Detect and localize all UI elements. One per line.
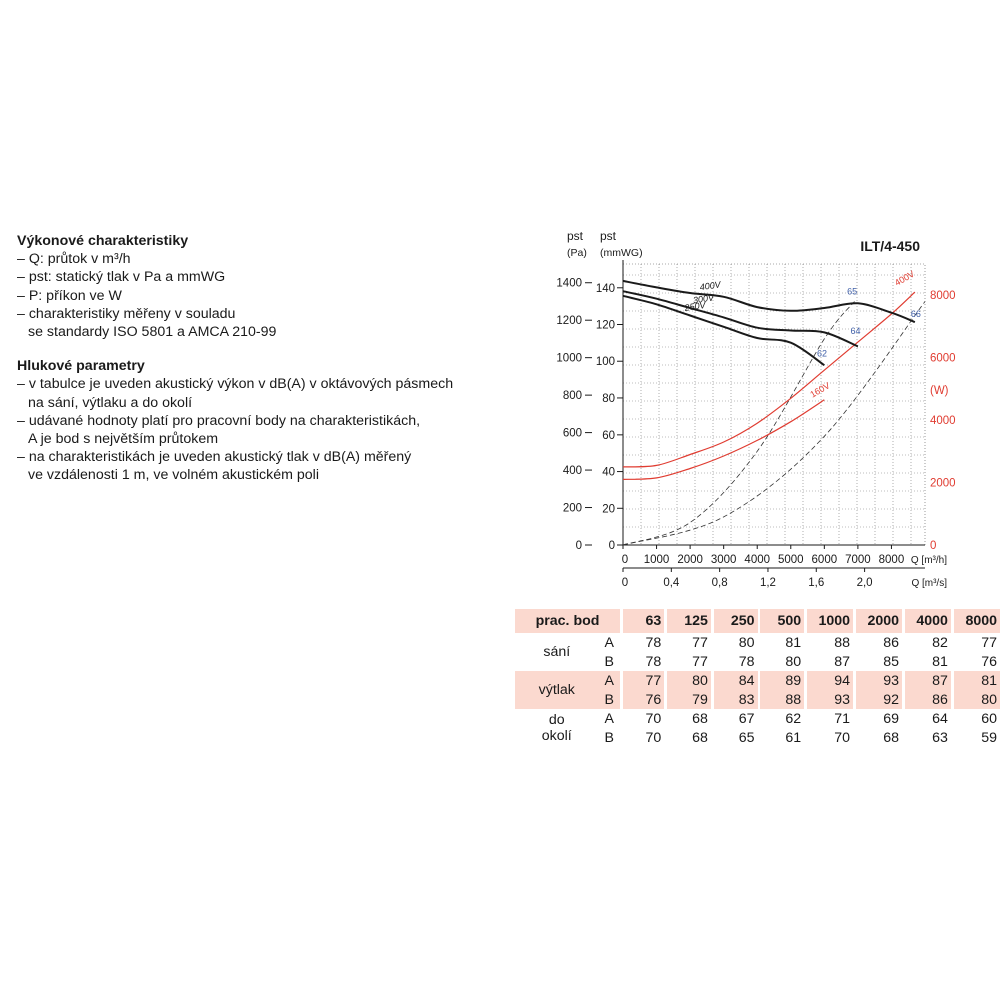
x-tick-label: 5000 xyxy=(777,554,804,566)
table-row xyxy=(515,709,1000,728)
table-cell: 67 xyxy=(738,710,755,727)
group-label-line: do xyxy=(548,712,565,728)
table-cell: 85 xyxy=(883,653,900,670)
noise-title: Hlukové parametry xyxy=(17,358,145,375)
table-cell: 77 xyxy=(981,634,997,651)
y-pa-tick-label: 1000 xyxy=(556,352,582,365)
header-band: 63 xyxy=(623,609,664,633)
header-band: 1000 xyxy=(807,609,853,633)
group-label xyxy=(515,709,599,747)
table-cell: 89 xyxy=(760,671,804,690)
sound-point-label: 62 xyxy=(816,348,827,359)
table-cell: 64 xyxy=(932,710,948,727)
noise-item: – na charakteristikách je uveden akustický tlak v dB(A) měřený xyxy=(17,449,412,466)
performance-item: – P: příkon ve W xyxy=(17,287,122,304)
power-curve-label: 400V xyxy=(892,268,917,288)
y-pa-tick-label: 0 xyxy=(575,540,582,552)
table-cell: 77 xyxy=(623,671,664,690)
table-cell: 70 xyxy=(834,729,851,746)
table-cell: 78 xyxy=(645,634,662,651)
y-power-tick-label: 0 xyxy=(930,540,937,552)
pressure-curve-label: 300V xyxy=(692,292,715,306)
header-band: 4000 xyxy=(905,609,951,633)
header-label: prac. bod xyxy=(515,609,620,633)
table-cell: 94 xyxy=(807,671,853,690)
y-mmwg-tick-label: 100 xyxy=(595,356,615,369)
power-curve-label: 160V xyxy=(808,380,832,400)
x2-tick-label: 0,8 xyxy=(711,577,728,589)
performance-item: se standardy ISO 5801 a AMCA 210-99 xyxy=(28,324,277,341)
table-cell: 63 xyxy=(932,729,948,746)
header-band: 2000 xyxy=(856,609,902,633)
noise-table xyxy=(515,609,1000,747)
sound-point-label: 66 xyxy=(910,309,921,320)
y-mmwg-label: pst xyxy=(600,229,617,243)
point-label: B xyxy=(604,729,615,746)
table-cell: 78 xyxy=(738,653,755,670)
y-pa-tick-label: 1200 xyxy=(556,315,582,328)
table-cell: 61 xyxy=(785,729,802,746)
x2-tick-label: 1,2 xyxy=(759,577,776,589)
pressure-curve-300v xyxy=(623,291,858,346)
noise-item: A je bod s největším průtokem xyxy=(28,431,219,448)
y-mmwg-tick-label: 40 xyxy=(602,466,615,479)
noise-item: – v tabulce je uveden akustický výkon v dB(A) v oktávových pásmech xyxy=(17,376,454,393)
y-pa-unit: (Pa) xyxy=(567,247,587,259)
group-label: sání xyxy=(543,644,571,660)
table-cell: 68 xyxy=(692,729,708,746)
table-cell: 83 xyxy=(714,690,758,709)
pressure-curve-250v xyxy=(623,296,824,365)
table-cell: 80 xyxy=(785,653,802,670)
point-label: A xyxy=(599,671,621,690)
table-cell: 80 xyxy=(667,671,711,690)
noise-item: na sání, výtlaku a do okolí xyxy=(28,394,193,411)
power-curve-400v xyxy=(623,292,915,467)
pressure-curve-label: 250V xyxy=(683,299,707,313)
table-cell: 84 xyxy=(714,671,758,690)
y-mmwg-tick-label: 140 xyxy=(595,282,615,295)
power-curve-160v xyxy=(623,400,824,480)
table-cell: 80 xyxy=(954,690,1000,709)
sound-point-label: 65 xyxy=(847,286,858,297)
description-block xyxy=(17,232,507,485)
table-cell: 93 xyxy=(856,671,902,690)
table-cell: 76 xyxy=(981,653,997,670)
table-header-row xyxy=(515,609,1000,633)
x2-axis-label: Q [m³/s] xyxy=(911,578,947,589)
noise-item: – udávané hodnoty platí pro pracovní body na charakteristikách, xyxy=(17,412,421,429)
y-pa-tick-label: 800 xyxy=(562,390,582,403)
y-mmwg-tick-label: 20 xyxy=(602,503,615,516)
x-tick-label: 6000 xyxy=(811,554,838,566)
point-label: A xyxy=(604,634,615,651)
performance-title: Výkonové charakteristiky xyxy=(17,233,189,249)
table-cell: 77 xyxy=(692,653,708,670)
x2-tick-label: 0 xyxy=(621,577,629,589)
table-row xyxy=(515,633,1000,652)
header-band: 250 xyxy=(714,609,758,633)
y-mmwg-tick-label: 80 xyxy=(602,392,615,405)
y-pa-tick-label: 200 xyxy=(562,502,582,515)
table-cell: 79 xyxy=(667,690,711,709)
group-label-line: okolí xyxy=(541,728,572,744)
x2-tick-label: 2,0 xyxy=(856,577,873,589)
table-cell: 70 xyxy=(645,729,662,746)
table-cell: 92 xyxy=(856,690,902,709)
pressure-curve-label: 400V xyxy=(699,279,722,293)
header-band: 8000 xyxy=(954,609,1000,633)
table-cell: 69 xyxy=(883,710,900,727)
y-pa-tick-label: 1400 xyxy=(556,277,582,290)
y-mmwg-tick-label: 60 xyxy=(602,429,615,442)
x-tick-label: 7000 xyxy=(845,554,871,566)
table-cell: 59 xyxy=(981,729,997,746)
performance-item: – pst: statický tlak v Pa a mmWG xyxy=(17,269,226,286)
group-label: výtlak xyxy=(515,671,599,709)
table-cell: 65 xyxy=(738,729,755,746)
x-tick-label: 4000 xyxy=(744,554,771,566)
table-cell: 81 xyxy=(932,653,948,670)
table-cell: 68 xyxy=(692,710,708,727)
table-cell: 86 xyxy=(883,634,900,651)
table-cell: 71 xyxy=(834,710,851,727)
sound-point-label: 64 xyxy=(850,326,861,337)
performance-item: – charakteristiky měřeny v souladu xyxy=(17,305,236,322)
table-cell: 87 xyxy=(905,671,951,690)
y-pa-tick-label: 600 xyxy=(562,427,582,440)
x-axis-label: Q [m³/h] xyxy=(910,555,947,566)
table-cell: 87 xyxy=(834,653,851,670)
y-power-tick-label: 8000 xyxy=(930,290,956,303)
header-band: 125 xyxy=(667,609,711,633)
y-power-tick-label: 6000 xyxy=(930,352,956,365)
table-cell: 77 xyxy=(692,634,708,651)
x2-tick-label: 0,4 xyxy=(663,577,680,589)
performance-item: – Q: průtok v m³/h xyxy=(17,251,131,268)
y-mmwg-tick-label: 120 xyxy=(595,319,615,332)
table-cell: 62 xyxy=(785,710,802,727)
chart-title: ILT/4-450 xyxy=(860,238,920,254)
point-label: A xyxy=(604,710,615,727)
pressure-curve-400v xyxy=(623,281,915,322)
table-cell: 68 xyxy=(883,729,900,746)
y-mmwg-tick-label: 0 xyxy=(608,540,615,552)
y-power-tick-label: 2000 xyxy=(930,477,956,490)
x-tick-label: 1000 xyxy=(643,554,670,566)
y-mmwg-unit: (mmWG) xyxy=(600,247,643,259)
x-tick-label: 3000 xyxy=(710,554,737,566)
table-cell: 76 xyxy=(623,690,664,709)
x-tick-label: 0 xyxy=(621,554,629,566)
x2-tick-label: 1,6 xyxy=(808,577,825,589)
table-cell: 88 xyxy=(760,690,804,709)
table-cell: 81 xyxy=(785,634,802,651)
table-cell: 82 xyxy=(932,634,948,651)
plot-frame xyxy=(623,264,925,545)
table-cell: 60 xyxy=(981,710,997,727)
y-power-unit: (W) xyxy=(930,385,949,397)
table-cell: 78 xyxy=(645,653,662,670)
y-pa-label: pst xyxy=(567,229,584,243)
x-tick-label: 2000 xyxy=(677,554,703,566)
header-band: 500 xyxy=(760,609,804,633)
noise-item: ve vzdálenosti 1 m, ve volném akustickém poli xyxy=(28,467,319,484)
x-tick-label: 8000 xyxy=(878,554,905,566)
table-cell: 80 xyxy=(738,634,755,651)
table-cell: 88 xyxy=(834,634,851,651)
point-label: B xyxy=(604,653,615,670)
point-label: B xyxy=(599,690,621,709)
y-pa-tick-label: 400 xyxy=(562,465,582,478)
table-cell: 86 xyxy=(905,690,951,709)
table-cell: 81 xyxy=(954,671,1000,690)
table-cell: 70 xyxy=(645,710,662,727)
y-power-tick-label: 4000 xyxy=(930,415,956,428)
table-cell: 93 xyxy=(807,690,853,709)
table-row xyxy=(515,671,1000,690)
